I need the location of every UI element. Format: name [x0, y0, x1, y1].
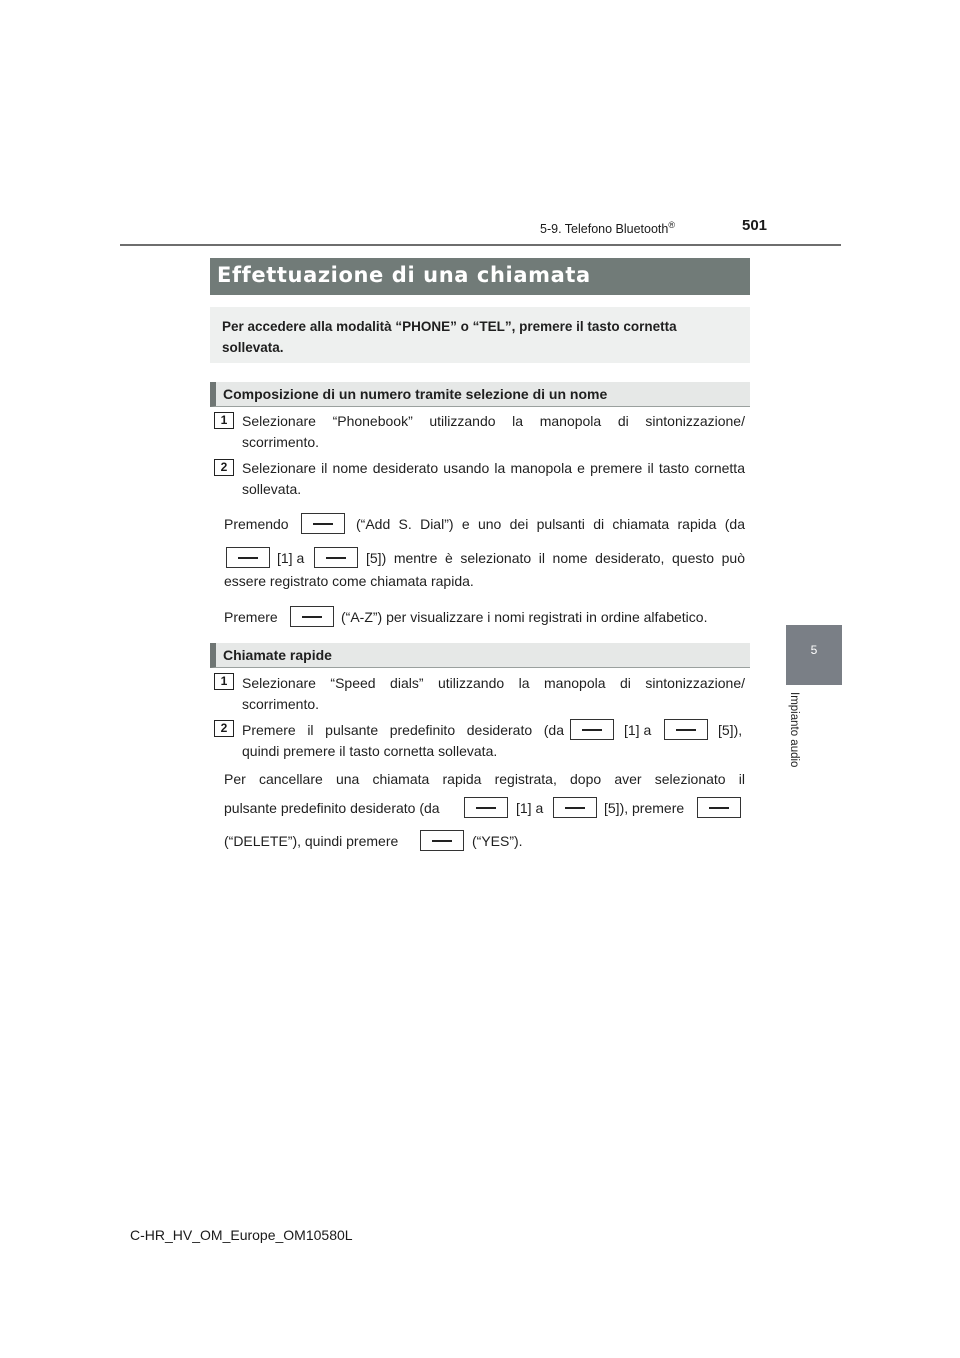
note-text: [1] a	[516, 800, 544, 816]
step-text: Selezionare “Phonebook” utilizzando la manopola di sintonizzazione/ scorrimento.	[242, 413, 745, 450]
step-text: Selezionare “Speed dials” utilizzando la manopola di sintonizzazione/ scorrimento.	[242, 675, 745, 712]
step-text: quindi premere il tasto cornetta sollevata.	[242, 743, 498, 759]
section-heading-speed-dials: Chiamate rapide	[210, 643, 750, 668]
note-text: essere registrato come chiamata rapida.	[224, 573, 474, 589]
note-text: (“YES”).	[472, 833, 523, 849]
step-text: [5]),	[718, 722, 743, 738]
step-text: Selezionare il nome desiderato usando la manopola e premere il tasto cornetta sollevata.	[242, 460, 745, 497]
step-text: Premere il pulsante predefinito desiderato (da	[242, 722, 564, 738]
page-title: Effettuazione di una chiamata	[210, 258, 750, 295]
registered-mark: ®	[668, 220, 675, 230]
note-text: (“DELETE”), quindi premere	[224, 833, 399, 849]
intro-box: Per accedere alla modalità “PHONE” o “TEL”, premere il tasto cornetta sollevata.	[210, 307, 750, 363]
note-text: pulsante predefinito desiderato (da	[224, 800, 440, 816]
note-text: [5]), premere	[604, 800, 685, 816]
preset-button-1[interactable]	[226, 547, 270, 568]
note-text: Premere	[224, 609, 278, 625]
preset-button-5[interactable]	[553, 797, 597, 818]
note-text: Per cancellare una chiamata rapida registrata, dopo aver selezionato il	[224, 771, 745, 787]
note-text: [1] a	[277, 550, 305, 566]
chapter-label-text: Impianto audio	[788, 692, 800, 768]
softkey-a-z[interactable]	[290, 606, 334, 627]
softkey-yes[interactable]	[420, 830, 464, 851]
note-text: [5]) mentre è selezionato il nome desiderato, questo può	[366, 550, 745, 566]
document-code: C-HR_HV_OM_Europe_OM10580L	[130, 1227, 353, 1243]
softkey-add-s-dial[interactable]	[301, 513, 345, 534]
note-text: (“A-Z”) per visualizzare i nomi registrati in ordine alfabetico.	[341, 609, 708, 625]
running-header-section	[540, 220, 675, 236]
section-title: 5-9. Telefono Bluetooth	[540, 222, 669, 237]
step-text: [1] a	[624, 722, 652, 738]
note-text: (“Add S. Dial”) e uno dei pulsanti di chiamata rapida (da	[356, 516, 745, 532]
page-number: 501	[742, 217, 768, 234]
softkey-delete[interactable]	[697, 797, 741, 818]
chapter-number: 5	[810, 643, 818, 657]
step-number: 1	[214, 412, 234, 429]
preset-button-5[interactable]	[314, 547, 358, 568]
note-text: Premendo	[224, 516, 289, 532]
chapter-label	[788, 692, 808, 792]
step-number: 2	[214, 720, 234, 737]
section-heading-name-dial: Composizione di un numero tramite selezione di un nome	[210, 382, 750, 407]
preset-button-1[interactable]	[570, 719, 614, 740]
preset-button-1[interactable]	[464, 797, 508, 818]
step-number: 2	[214, 459, 234, 476]
header-rule	[120, 244, 841, 246]
step-number: 1	[214, 673, 234, 690]
preset-button-5[interactable]	[664, 719, 708, 740]
